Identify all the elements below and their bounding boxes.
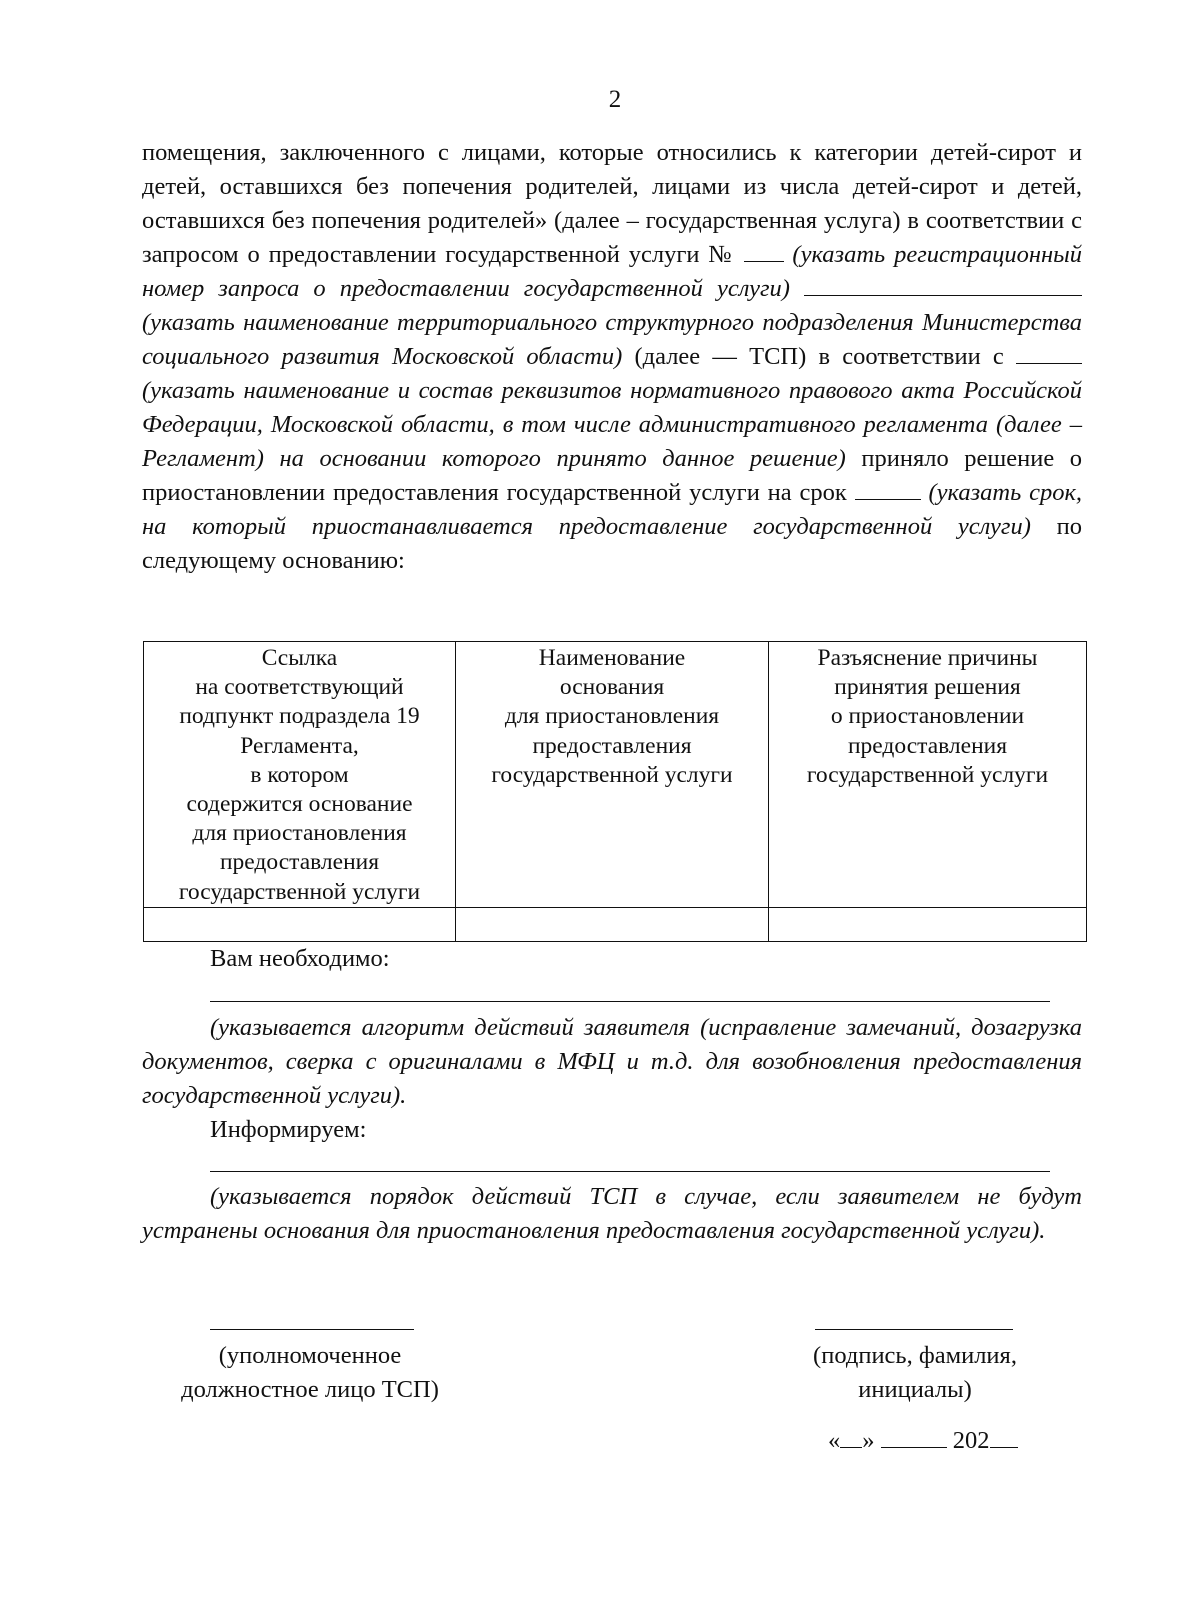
paragraph-hint-term: (указать срок, на который приостанавливается предоставление государственной услуги) [142,479,1083,540]
actions-label: Вам необходимо: [210,945,390,972]
date-year-blank [990,1425,1018,1448]
paragraph-basis: по следующему основанию: [142,513,1083,574]
term-blank [855,477,921,500]
tsp-name-blank [804,273,1082,296]
signature-caption: (подпись, фамилия, инициалы) [813,1342,1017,1403]
table-cell-empty [456,907,769,941]
paragraph-tsp-accordance: (далее — ТСП) в соответствии с [634,343,1004,370]
paragraph-hint-tsp-name: (указать наименование территориального структурного подразделения Министерства социального развития Московской области) [142,309,1082,370]
table-cell-empty [144,907,456,941]
date-field [828,1424,1018,1458]
signature-line [815,1329,1013,1330]
request-number-blank [744,239,784,262]
actions-line [210,1001,1050,1002]
suspension-reasons-table [143,641,1087,942]
table-cell-empty [769,907,1087,941]
date-day-blank [840,1425,862,1448]
paragraph-decision: приняло решение о приостановлении предоставления государственной услуги на срок [142,445,1083,506]
paragraph-intro: помещения, заключенного с лицами, которые относились к категории детей-сирот и детей, оставшихся без попечения родителей, лицами из числа детей-сирот и детей, оставшихся без попечения родителей» (далее – государственная услуга) в соответствии с запросом о предоставлении государственной услуги № [142,139,1082,268]
paragraph-hint-request-number: (указать регистрационный номер запроса о предоставлении государственной услуги) [142,241,1082,302]
table-header-row [144,642,1087,908]
header-reason-explanation: Разъяснение причины принятия решения о приостановлении предоставления государственной услуги [769,642,1087,908]
date-close-quote: » [862,1427,875,1454]
inform-hint: (указывается порядок действий ТСП в случае, если заявителем не будут устранены основания для приостановления предоставления государственной услуги). [142,1183,1082,1244]
actions-hint: (указывается алгоритм действий заявителя (исправление замечаний, дозагрузка документов, сверка с оригиналами в МФЦ и т.д. для возобновления предоставления государственной услуги). [142,1014,1082,1109]
date-month-blank [881,1425,947,1448]
official-caption: (уполномоченное должностное лицо ТСП) [181,1342,439,1403]
table-row [144,907,1087,941]
header-regulation-reference: Ссылка на соответствующий подпункт подраздела 19 Регламента, в котором содержится основание для приостановления предоставления государственной услуги [144,642,456,908]
inform-label: Информируем: [210,1116,367,1143]
inform-line [210,1171,1050,1172]
header-basis-name: Наименование основания для приостановления предоставления государственной услуги [456,642,769,908]
page-number: 2 [608,86,622,113]
date-year: 202 [952,1427,990,1454]
official-signature-line [210,1329,414,1330]
date-open-quote: « [828,1427,841,1454]
decision-paragraph [142,136,1082,578]
legal-act-blank [1016,341,1082,364]
paragraph-hint-legal-act: (указать наименование и состав реквизитов нормативного правового акта Российской Федерации, Московской области, в том числе административного регламента (далее – Регламент) на основании которого принято данное решение) [142,377,1082,472]
